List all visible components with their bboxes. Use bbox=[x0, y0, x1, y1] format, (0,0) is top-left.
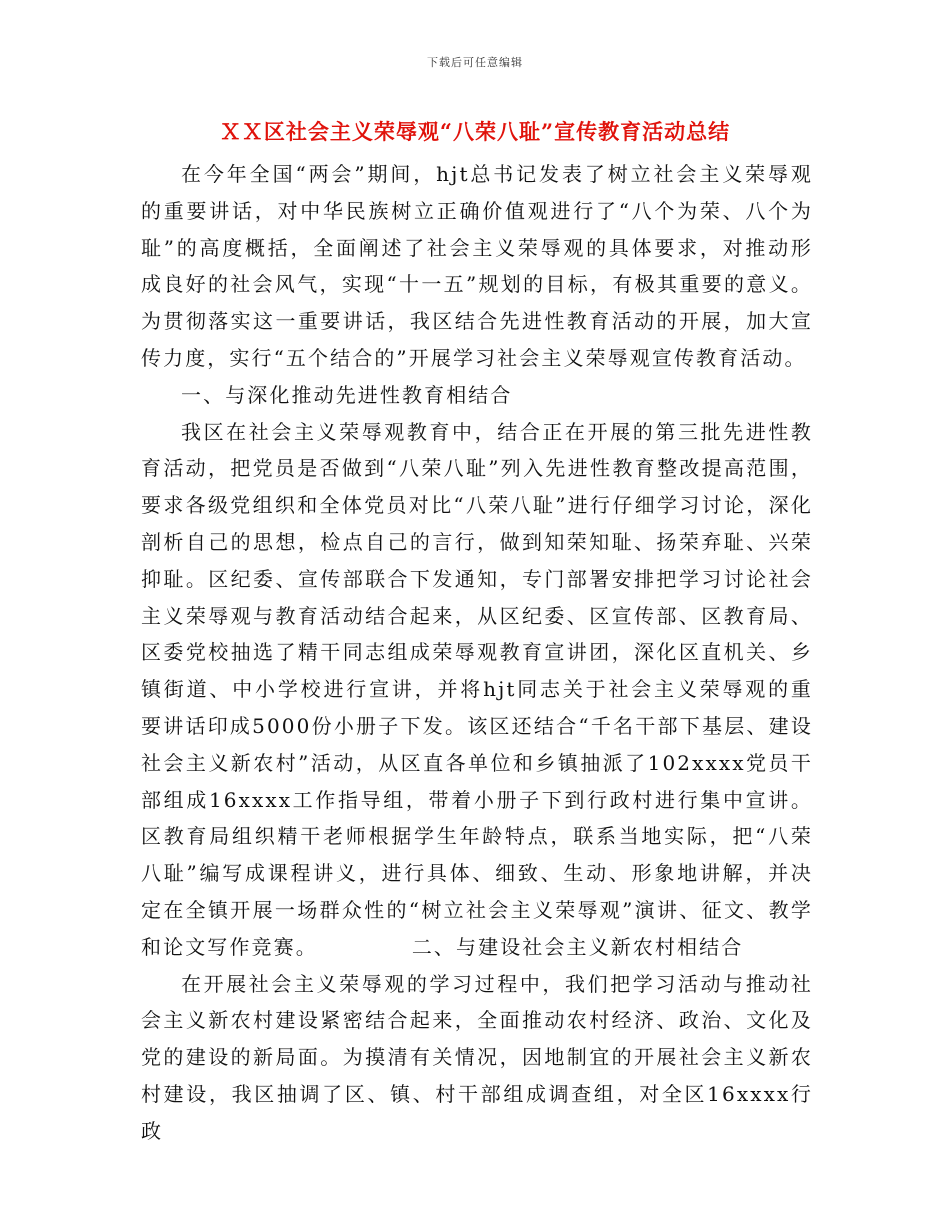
paragraph-section-1 bbox=[141, 414, 813, 966]
paragraph-section-2: 在开展社会主义荣辱观的学习过程中，我们把学习活动与推动社会主义新农村建设紧密结合起来，全面推动农村经济、政治、文化及党的建设的新局面。为摸清有关情况，因地制宜的开展社会主义新农村建设，我区抽调了区、镇、村干部组成调查组，对全区16xxxx行政 bbox=[141, 971, 813, 1143]
section-heading-1: 一、与深化推动先进性教育相结合 bbox=[181, 382, 513, 407]
section-heading-2: 二、与建设社会主义新农村相结合 bbox=[411, 934, 744, 959]
paragraph-intro: 在今年全国“两会”期间，hjt总书记发表了树立社会主义荣辱观的重要讲话，对中华民族树立正确价值观进行了“八个为荣、八个为耻”的高度概括，全面阐述了社会主义荣辱观的具体要求，对推动形成良好的社会风气，实现“十一五”规划的目标，有极其重要的意义。为贯彻落实这一重要讲话，我区结合先进性教育活动的开展，加大宣传力度，实行“五个结合的”开展学习社会主义荣辱观宣传教育活动。 bbox=[141, 162, 813, 370]
document-title: ＸＸ区社会主义荣辱观“八荣八耻”宣传教育活动总结 bbox=[219, 119, 731, 144]
document-body bbox=[141, 156, 813, 1150]
header-note: 下载后可任意编辑 bbox=[427, 56, 523, 69]
paragraph-section-1-text: 我区在社会主义荣辱观教育中，结合正在开展的第三批先进性教育活动，把党员是否做到“八荣八耻”列入先进性教育整改提高范围，要求各级党组织和全体党员对比“八荣八耻”进行仔细学习讨论，深化剖析自己的思想，检点自己的言行，做到知荣知耻、扬荣弃耻、兴荣抑耻。区纪委、宣传部联合下发通知，专门部署安排把学习讨论社会主义荣辱观与教育活动结合起来，从区纪委、区宣传部、区教育局、区委党校抽选了精干同志组成荣辱观教育宣讲团，深化区直机关、乡镇街道、中小学校进行宣讲，并将hjt同志关于社会主义荣辱观的重要讲话印成5000份小册子下发。该区还结合“千名干部下基层、建设社会主义新农村”活动，从区直各单位和乡镇抽派了102xxxx党员干部组成16xxxx工作指导组，带着小册子下到行政村进行集中宣讲。区教育局组织精干老师根据学生年龄特点，联系当地实际，把“八荣八耻”编写成课程讲义，进行具体、细致、生动、形象地讲解，并决定在全镇开展一场群众性的“树立社会主义荣辱观”演讲、征文、教学和论文写作竞赛。 bbox=[141, 419, 813, 959]
